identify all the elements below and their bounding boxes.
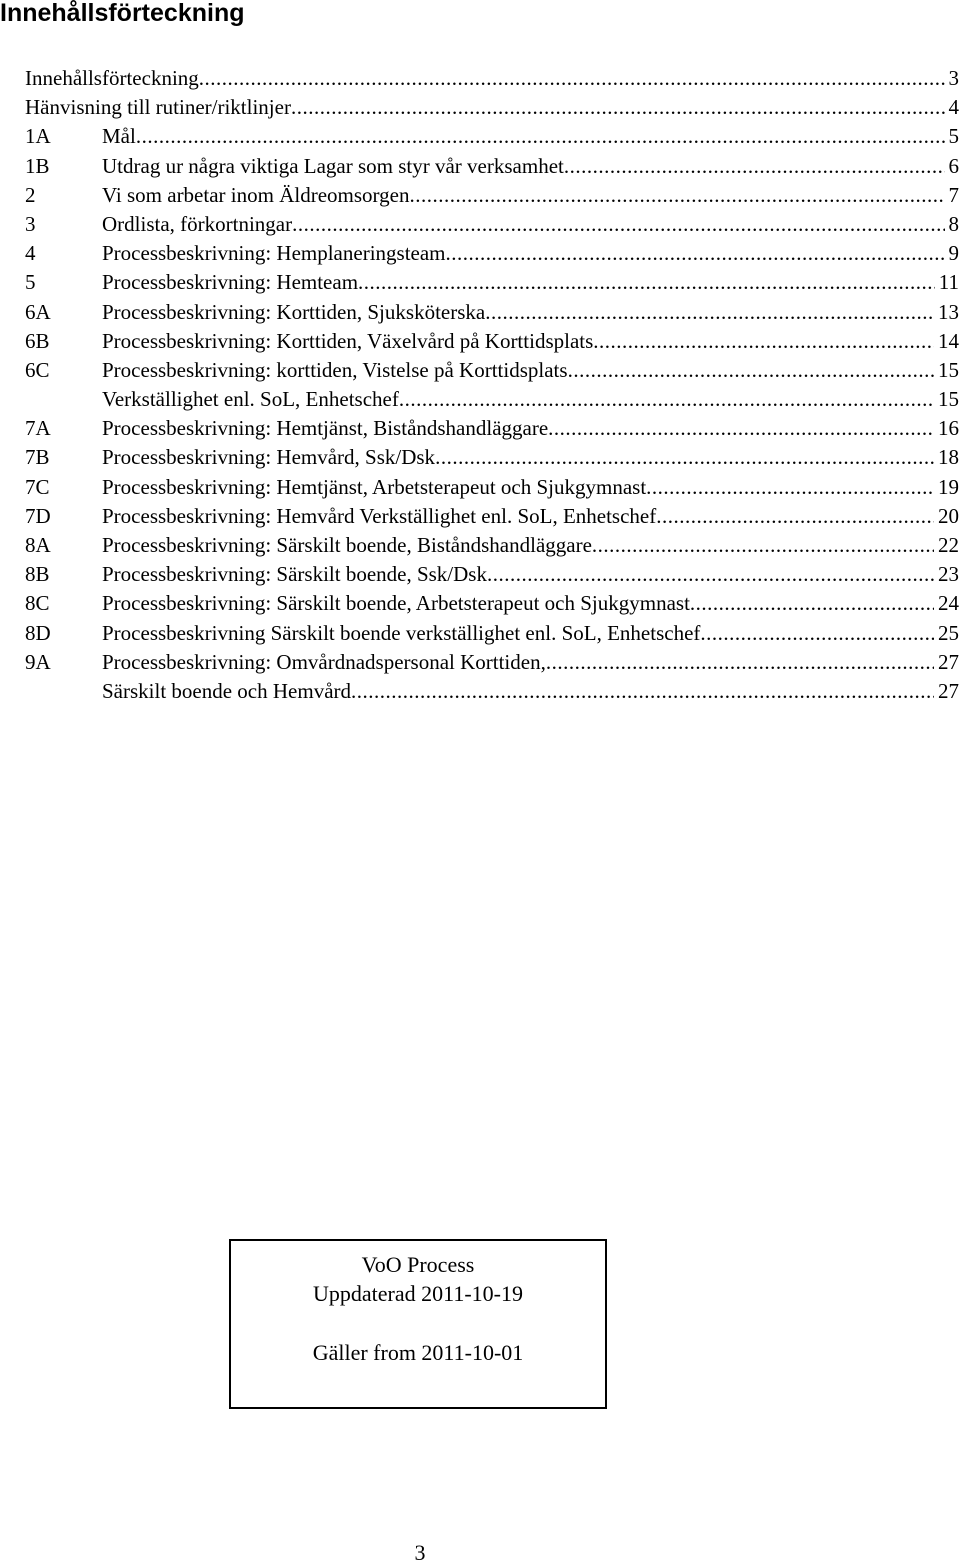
process-name: VoO Process xyxy=(361,1252,475,1277)
toc-entry-title: Processbeskrivning: Hemteam xyxy=(102,270,359,295)
toc-entry-number: 1B xyxy=(25,153,50,178)
toc-entry[interactable] xyxy=(25,64,959,93)
toc-entry-number: 6B xyxy=(25,328,50,353)
toc-entry-page: 7 xyxy=(948,182,959,207)
toc-entry-page: 14 xyxy=(938,328,959,353)
toc-entry[interactable] xyxy=(25,239,959,268)
toc-dot-leader xyxy=(546,648,934,677)
toc-entry-number: 3 xyxy=(25,211,36,236)
page-number: 3 xyxy=(414,1540,426,1565)
toc-entry-title: Processbeskrivning: Hemvård, Ssk/Dsk xyxy=(102,445,436,470)
toc-entry-title: Processbeskrivning: Särskilt boende, Biståndshandläggare xyxy=(102,533,592,557)
toc-entry-title: Processbeskrivning: Hemvård Verkställighet enl. SoL, Enhetschef xyxy=(102,503,657,528)
toc-entry[interactable] xyxy=(25,619,959,648)
toc-entry-number: 6C xyxy=(25,357,50,382)
toc-dot-leader xyxy=(435,443,934,472)
toc-entry[interactable] xyxy=(25,677,959,706)
toc-entry-number: 1A xyxy=(25,124,51,149)
toc-entry-title: Processbeskrivning: Hemplaneringsteam xyxy=(102,241,446,266)
toc-entry-number: 8D xyxy=(25,620,51,645)
toc-entry-title: Processbeskrivning: Särskilt boende, Ssk/Dsk xyxy=(102,562,487,587)
toc-entry[interactable] xyxy=(25,648,959,677)
toc-entry-page: 24 xyxy=(938,591,959,616)
toc-entry[interactable] xyxy=(25,210,959,239)
toc-entry[interactable] xyxy=(25,122,959,151)
toc-entry-number: 8B xyxy=(25,562,50,587)
toc-dot-leader xyxy=(487,560,934,589)
toc-entry[interactable] xyxy=(25,385,959,414)
toc-entry-number: 6A xyxy=(25,299,51,324)
toc-entry-page: 16 xyxy=(938,416,959,441)
toc-entry-title: Processbeskrivning: Korttiden, Sjuksköterska xyxy=(102,299,486,324)
toc-dot-leader xyxy=(399,385,934,414)
toc-entry-page: 18 xyxy=(938,445,959,470)
toc-entry-number: 7A xyxy=(25,416,51,441)
toc-entry-title: Processbeskrivning: Hemtjänst, Arbetsterapeut och Sjukgymnast xyxy=(102,474,647,499)
toc-dot-leader xyxy=(656,502,934,531)
toc-entry-page: 13 xyxy=(938,299,959,324)
toc-entry-page: 11 xyxy=(938,270,959,295)
toc-dot-leader xyxy=(592,531,934,560)
toc-dot-leader xyxy=(292,210,944,239)
toc-entry-page: 15 xyxy=(938,387,959,412)
toc-entry-page: 5 xyxy=(948,124,959,149)
toc-entry-title: Särskilt boende och Hemvård xyxy=(102,678,352,703)
toc-dot-leader xyxy=(199,64,945,93)
toc-dot-leader xyxy=(548,414,934,443)
toc-entry-page: 4 xyxy=(948,95,959,120)
toc-entry[interactable] xyxy=(25,93,959,122)
toc-entry-number: 7D xyxy=(25,503,51,528)
toc-entry-page: 6 xyxy=(948,153,959,178)
toc-dot-leader xyxy=(690,589,934,618)
toc-entry-title: Mål xyxy=(102,124,136,149)
toc-dot-leader xyxy=(700,619,934,648)
toc-entry-title: Processbeskrivning: korttiden, Vistelse på Korttidsplats xyxy=(102,357,568,382)
toc-entry-title: Processbeskrivning: Särskilt boende, Arbetsterapeut och Sjukgymnast xyxy=(102,591,690,616)
toc-entry-page: 3 xyxy=(948,66,959,90)
toc-entry-number: 2 xyxy=(25,182,36,207)
page-heading: Innehållsförteckning xyxy=(0,0,245,27)
toc-entry-title: Processbeskrivning: Hemtjänst, Biståndshandläggare xyxy=(102,416,549,441)
toc-entry-title: Processbeskrivning: Korttiden, Växelvård på Korttidsplats xyxy=(102,328,594,353)
toc-entry-title: Processbeskrivning Särskilt boende verkställighet enl. SoL, Enhetschef xyxy=(102,620,701,645)
toc-entry-title: Ordlista, förkortningar xyxy=(102,211,293,236)
toc-entry-number: 8C xyxy=(25,591,50,616)
toc-entry-page: 25 xyxy=(938,620,959,645)
toc-entry-page: 22 xyxy=(938,533,959,557)
toc-entry-title: Innehållsförteckning xyxy=(25,66,199,90)
toc-dot-leader xyxy=(351,677,934,706)
toc-entry[interactable] xyxy=(25,298,959,327)
toc-dot-leader xyxy=(409,181,944,210)
toc-entry-page: 27 xyxy=(938,678,959,703)
toc-entry[interactable] xyxy=(25,268,959,297)
toc-dot-leader xyxy=(593,327,934,356)
toc-entry-number: 4 xyxy=(25,241,36,266)
toc-entry-page: 20 xyxy=(938,503,959,528)
toc-entry[interactable] xyxy=(25,473,959,502)
toc-dot-leader xyxy=(646,473,934,502)
toc-entry-title: Utdrag ur några viktiga Lagar som styr vår verksamhet xyxy=(102,153,564,178)
updated-date: Uppdaterad 2011-10-19 xyxy=(313,1281,523,1306)
toc-dot-leader xyxy=(485,298,934,327)
toc-entry[interactable] xyxy=(25,560,959,589)
toc-dot-leader xyxy=(568,356,934,385)
toc-entry-page: 8 xyxy=(948,211,959,236)
toc-entry[interactable] xyxy=(25,327,959,356)
toc-entry-title: Vi som arbetar inom Äldreomsorgen xyxy=(102,182,410,207)
table-of-contents xyxy=(25,64,959,706)
toc-entry-title: Verkställighet enl. SoL, Enhetschef xyxy=(102,387,399,412)
toc-entry-page: 23 xyxy=(938,562,959,587)
toc-entry-title: Processbeskrivning: Omvårdnadspersonal Korttiden, xyxy=(102,649,546,674)
toc-entry[interactable] xyxy=(25,502,959,531)
toc-dot-leader xyxy=(358,268,935,297)
toc-entry[interactable] xyxy=(25,531,959,560)
toc-entry-number: 7B xyxy=(25,445,50,470)
toc-entry[interactable] xyxy=(25,152,959,181)
toc-entry-page: 27 xyxy=(938,649,959,674)
toc-dot-leader xyxy=(446,239,945,268)
toc-dot-leader xyxy=(136,122,945,151)
toc-entry-number: 8A xyxy=(25,533,51,557)
toc-dot-leader xyxy=(291,93,945,122)
toc-entry[interactable] xyxy=(25,356,959,385)
toc-entry[interactable] xyxy=(25,181,959,210)
toc-dot-leader xyxy=(564,152,945,181)
toc-entry[interactable] xyxy=(25,589,959,618)
toc-entry-number: 5 xyxy=(25,270,36,295)
version-info-box xyxy=(229,1239,607,1409)
toc-entry-page: 19 xyxy=(938,474,959,499)
toc-entry-number: 7C xyxy=(25,474,50,499)
toc-entry[interactable] xyxy=(25,443,959,472)
toc-entry-title: Hänvisning till rutiner/riktlinjer xyxy=(25,95,291,120)
toc-entry-page: 15 xyxy=(938,357,959,382)
toc-entry[interactable] xyxy=(25,414,959,443)
toc-entry-number: 9A xyxy=(25,649,51,674)
valid-from-date: Gäller from 2011-10-01 xyxy=(312,1340,524,1365)
toc-entry-page: 9 xyxy=(948,241,959,266)
